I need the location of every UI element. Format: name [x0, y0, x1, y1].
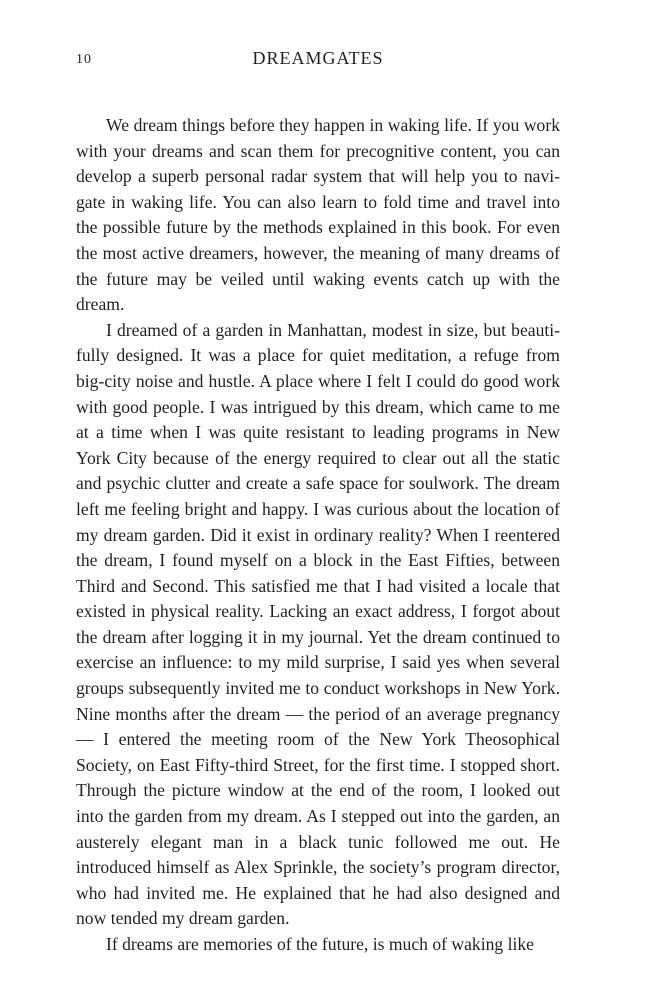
running-head	[76, 48, 560, 72]
paragraph-manhattan-garden: I dreamed of a garden in Manhattan, modest in size, but beautifully designed. It was a place for quiet meditation, a refuge from big-city noise and hustle. A place where I felt I could do good work with good people. I was intrigued by this dream, which came to me at a time when I was quite resistant to leading programs in New York City because of the energy required to clear out all the static and psychic clutter and create a safe space for soulwork. The dream left me feeling bright and happy. I was curious about the location of my dream garden. Did it exist in ordinary reality? When I reentered the dream, I found myself on a block in the East Fifties, between Third and Second. This satisfied me that I had visited a locale that existed in physical reality. Lacking an exact address, I forgot about the dream after logging it in my journal. Yet the dream continued to exercise an influence: to my mild surprise, I said yes when several groups subsequently invited me to conduct workshops in New York. Nine months after the dream — the period of an average pregnancy — I entered the meeting room of the New York Theosophical Society, on East Fifty-third Street, for the first time. I stopped short. Through the picture window at the end of the room, I looked out into the garden from my dream. As I stepped out into the garden, an austerely elegant man in a black tunic followed me out. He introduced himself as Alex Sprinkle, the society’s program director, who had invited me. He explained that he had also designed and now tended my dream garden.	[76, 319, 560, 929]
book-title: DREAMGATES	[252, 48, 384, 68]
page-number: 10	[76, 52, 92, 67]
paragraph-memories-of-future: If dreams are memories of the future, is much of waking like	[106, 934, 534, 954]
body-text	[76, 113, 560, 958]
paragraph-precognitive-dreams: We dream things before they happen in waking life. If you work with your dreams and scan them for precognitive content, you can develop a superb personal radar system that will help you to navigate in waking life. You can also learn to fold time and travel into the possible future by the methods explained in this book. For even the most active dreamers, however, the meaning of many dreams of the future may be veiled until waking events catch up with the dream.	[76, 115, 560, 315]
